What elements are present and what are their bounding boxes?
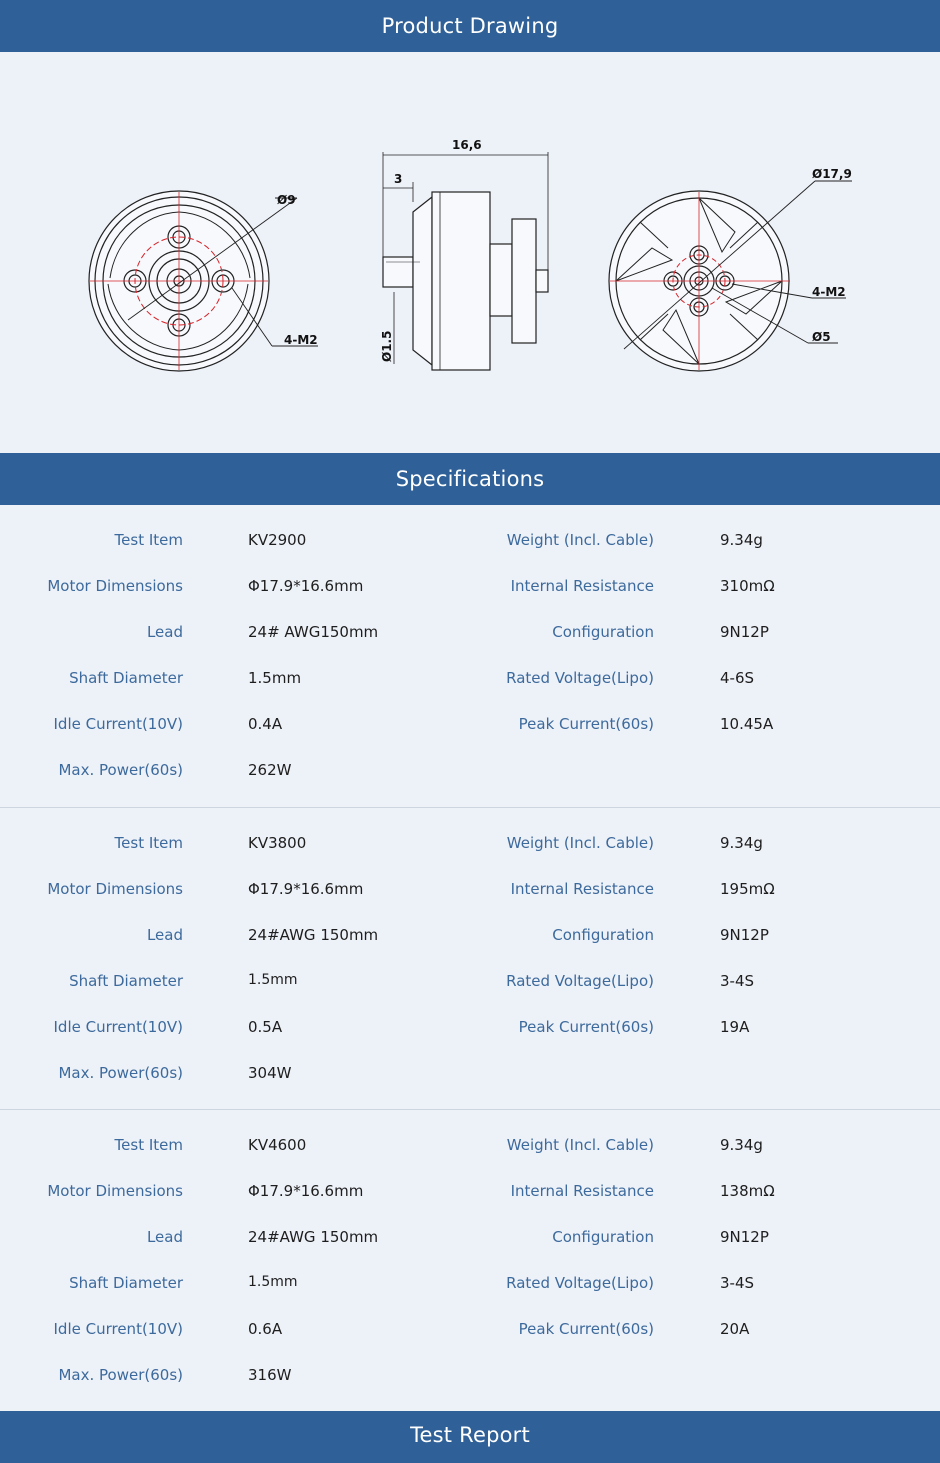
- spec-value: 262W: [248, 761, 292, 779]
- side-view: [383, 152, 548, 370]
- spec-row: [0, 1018, 940, 1038]
- spec-value: 9N12P: [720, 926, 769, 944]
- spec-value: 24#AWG 150mm: [248, 1228, 379, 1246]
- side-shaft-label: Ø1.5: [380, 330, 394, 362]
- specifications-header: [0, 453, 940, 505]
- spec-value: 3-4S: [720, 1274, 755, 1292]
- spec-row: [0, 715, 940, 735]
- back-thread-label: 4-M2: [812, 285, 846, 299]
- side-length-label: 16,6: [452, 138, 482, 152]
- spec-row: [0, 1136, 940, 1156]
- spec-value: 0.6A: [248, 1320, 283, 1338]
- spec-value: KV2900: [248, 531, 307, 549]
- spec-row: [0, 1228, 940, 1248]
- spec-label: Weight (Incl. Cable): [506, 834, 654, 852]
- spec-block-kv3800: [0, 807, 940, 1110]
- spec-label: Lead: [146, 1228, 183, 1246]
- specifications-title: Specifications: [395, 467, 545, 491]
- spec-value: 1.5mm: [248, 669, 302, 687]
- spec-label: Rated Voltage(Lipo): [506, 1274, 654, 1292]
- spec-label: Shaft Diameter: [69, 1274, 183, 1292]
- spec-value: 19A: [720, 1018, 750, 1036]
- spec-label: Rated Voltage(Lipo): [506, 972, 654, 990]
- spec-label: Lead: [146, 926, 183, 944]
- spec-label: Shaft Diameter: [69, 972, 183, 990]
- spec-value: KV3800: [248, 834, 307, 852]
- spec-row: [0, 531, 940, 551]
- spec-label: Shaft Diameter: [69, 669, 183, 687]
- spec-value: 9.34g: [720, 1136, 763, 1154]
- spec-value: Φ17.9*16.6mm: [248, 880, 364, 898]
- product-drawing-header: [0, 0, 940, 52]
- spec-value: 9N12P: [720, 1228, 769, 1246]
- spec-value: 1.5mm: [248, 1274, 298, 1290]
- spec-row: [0, 761, 940, 781]
- spec-label: Internal Resistance: [510, 880, 654, 898]
- spec-label: Internal Resistance: [510, 1182, 654, 1200]
- spec-block-kv2900: [0, 505, 940, 807]
- motor-technical-drawing: [0, 52, 940, 453]
- spec-block-kv4600: [0, 1109, 940, 1412]
- spec-label: Motor Dimensions: [47, 1182, 183, 1200]
- spec-label: Peak Current(60s): [518, 715, 654, 733]
- spec-label: Peak Current(60s): [518, 1018, 654, 1036]
- spec-value: 24#AWG 150mm: [248, 926, 379, 944]
- spec-label: Max. Power(60s): [58, 1064, 183, 1082]
- test-report-header: [0, 1411, 940, 1463]
- spec-value: 24# AWG150mm: [248, 623, 379, 641]
- spec-label: Idle Current(10V): [53, 1320, 183, 1338]
- spec-label: Idle Current(10V): [53, 1018, 183, 1036]
- spec-value: 138mΩ: [720, 1182, 775, 1200]
- spec-value: KV4600: [248, 1136, 307, 1154]
- spec-row: [0, 926, 940, 946]
- spec-row: [0, 972, 940, 992]
- spec-value: 1.5mm: [248, 972, 298, 988]
- spec-label: Weight (Incl. Cable): [506, 531, 654, 549]
- spec-label: Max. Power(60s): [58, 1366, 183, 1384]
- spec-value: 20A: [720, 1320, 750, 1338]
- spec-label: Idle Current(10V): [53, 715, 183, 733]
- spec-value: 0.5A: [248, 1018, 283, 1036]
- spec-label: Weight (Incl. Cable): [506, 1136, 654, 1154]
- spec-label: Motor Dimensions: [47, 577, 183, 595]
- spec-row: [0, 880, 940, 900]
- test-report-title: Test Report: [410, 1423, 530, 1447]
- spec-label: Test Item: [114, 834, 183, 852]
- spec-label: Peak Current(60s): [518, 1320, 654, 1338]
- back-dia-label: Ø17,9: [812, 167, 852, 181]
- front-thread-label: 4-M2: [284, 333, 318, 347]
- spec-value: 9N12P: [720, 623, 769, 641]
- spec-value: 3-4S: [720, 972, 755, 990]
- spec-row: [0, 1274, 940, 1294]
- spec-label: Configuration: [552, 926, 654, 944]
- spec-row: [0, 834, 940, 854]
- spec-value: Φ17.9*16.6mm: [248, 1182, 364, 1200]
- spec-label: Rated Voltage(Lipo): [506, 669, 654, 687]
- spec-label: Configuration: [552, 623, 654, 641]
- spec-value: 310mΩ: [720, 577, 775, 595]
- spec-value: 10.45A: [720, 715, 774, 733]
- spec-value: 9.34g: [720, 834, 763, 852]
- spec-row: [0, 1320, 940, 1340]
- spec-value: 4-6S: [720, 669, 755, 687]
- product-drawing-title: Product Drawing: [381, 14, 559, 38]
- spec-row: [0, 669, 940, 689]
- product-drawing: [0, 52, 940, 453]
- spec-label: Internal Resistance: [510, 577, 654, 595]
- spec-value: 304W: [248, 1064, 292, 1082]
- side-step-label: 3: [394, 172, 403, 186]
- spec-label: Test Item: [114, 1136, 183, 1154]
- spec-value: 316W: [248, 1366, 292, 1384]
- spec-value: 0.4A: [248, 715, 283, 733]
- spec-row: [0, 1064, 940, 1084]
- spec-row: [0, 1366, 940, 1386]
- spec-value: 9.34g: [720, 531, 763, 549]
- spec-row: [0, 577, 940, 597]
- spec-label: Lead: [146, 623, 183, 641]
- front-dia-label: Ø9: [277, 193, 296, 207]
- spec-label: Motor Dimensions: [47, 880, 183, 898]
- spec-label: Configuration: [552, 1228, 654, 1246]
- back-small-dia-label: Ø5: [812, 330, 831, 344]
- spec-row: [0, 1182, 940, 1202]
- spec-value: 195mΩ: [720, 880, 775, 898]
- spec-label: Max. Power(60s): [58, 761, 183, 779]
- spec-value: Φ17.9*16.6mm: [248, 577, 364, 595]
- spec-row: [0, 623, 940, 643]
- spec-label: Test Item: [114, 531, 183, 549]
